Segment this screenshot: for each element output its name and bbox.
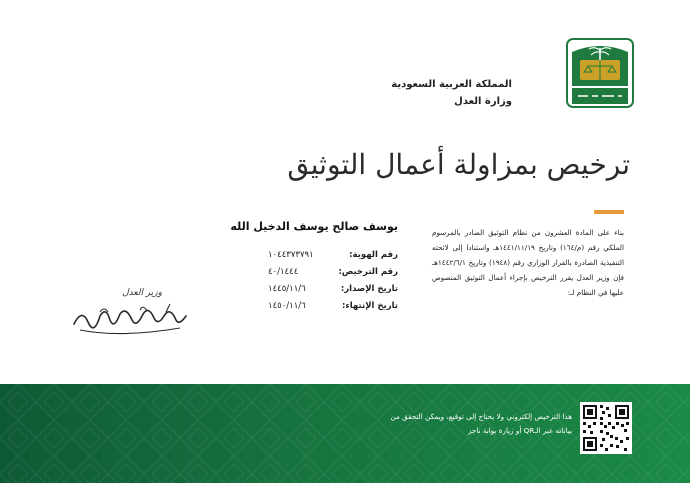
field-value: ١٤٤٥/١١/٦ xyxy=(268,284,306,294)
expiry-date-row xyxy=(268,298,398,315)
ministry-name: وزارة العدل xyxy=(454,96,512,107)
field-label: رقم الهوية: xyxy=(349,250,398,260)
holder-name: يوسف صالح يوسف الدخيل الله xyxy=(230,220,398,233)
field-value: ١٤٥٠/١١/٦ xyxy=(268,301,306,311)
field-value: ٤٠/١٤٤٤ xyxy=(268,267,299,277)
certificate-title: ترخيص بمزاولة أعمال التوثيق xyxy=(287,148,630,181)
ministry-logo xyxy=(566,38,634,108)
issue-date-row xyxy=(268,281,398,298)
field-label: تاريخ الإنتهاء: xyxy=(341,301,398,311)
accent-divider xyxy=(594,210,624,214)
qr-code[interactable] xyxy=(580,402,632,454)
ministry-header xyxy=(391,76,512,110)
footer-note xyxy=(391,410,572,438)
license-statement: بناء على المادة العشرون من نظام التوثيق الصادر بالمرسوم الملكي رقم (م/١٦٤) وتاريخ ١٤٤١/١١/١٩هـ واستنادا إلى لائحته التنفيذية الصادرة بالقرار الوزاري رقم (١٩٤٨) وتاريخ ١٤٤٢/٦/١هـ فإن وزير العدل يقرر الترخيص بإجراء أعمال التوثيق المنصوص عليها في النظام لـ: xyxy=(432,228,624,297)
license-number-row xyxy=(268,264,398,281)
footer-line-2: بياناته عبر الـQR أو زيارة بوابة ناجز xyxy=(467,426,572,435)
id-number-row xyxy=(268,247,398,264)
field-value: ١٠٤٤٣٧٣٧٩١ xyxy=(268,250,314,260)
footer-line-1: هذا الترخيص إلكتروني ولا يحتاج إلى توقيع، ويمكن التحقق من xyxy=(390,412,572,421)
holder-fields xyxy=(268,247,398,315)
minister-signature xyxy=(70,300,196,340)
field-label: تاريخ الإصدار: xyxy=(340,284,398,294)
country-name: المملكة العربية السعودية xyxy=(391,79,512,90)
minister-title: وزير العدل xyxy=(122,288,162,298)
field-label: رقم الترخيص: xyxy=(338,267,398,277)
